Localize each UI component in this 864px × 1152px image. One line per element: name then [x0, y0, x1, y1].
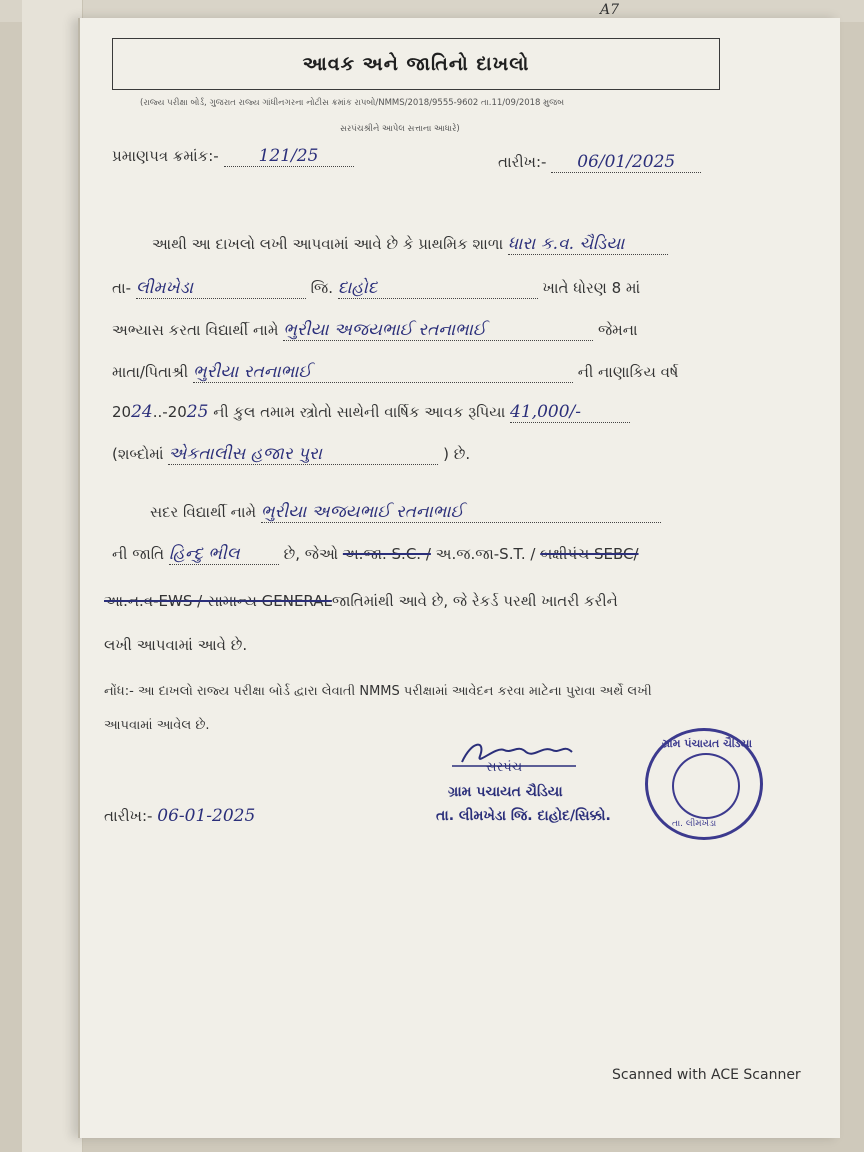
- income-amount: 41,000/-: [510, 402, 630, 423]
- school-name: ધારા ક.વ. ચૈડિયા: [508, 234, 668, 255]
- caste-value: હિન્દુ ભીલ: [169, 544, 279, 565]
- body-line-5: 2024..-2025 ની કુલ તમામ સ્ત્રોતો સાથેની વાર્ષિક આવક રૂપિયા 41,000/-: [112, 402, 630, 423]
- category-sc: અ.જા. S.C. /: [342, 545, 431, 563]
- year-end-handwritten: 25: [186, 402, 209, 422]
- year-start-prefix: 20: [112, 403, 132, 421]
- body-line-4: [112, 362, 678, 383]
- certificate-date-row: [498, 152, 701, 173]
- parent-name: ભુરીયા રતનાભાઈ: [193, 362, 573, 383]
- header-subline-2: સરપંચશ્રીને આપેલ સત્તાના આધારે): [340, 124, 460, 134]
- stamp-bottom-text: તા. લીમખેડા: [672, 819, 717, 829]
- student-name-2: ભુરીયા અજયભાઈ રતનાભાઈ: [261, 502, 661, 523]
- stamp-top-text: ગ્રામ પંચાયત ચૈડિયા: [662, 737, 753, 750]
- student-name: ભુરીયા અજયભાઈ રતનાભાઈ: [283, 320, 593, 341]
- taluka-value: લીમખેડા: [136, 278, 306, 299]
- parent-label: માતા/પિતાશ્રી: [112, 363, 189, 381]
- amount-in-words: એકતાલીસ હજાર પુરા: [168, 444, 438, 465]
- certificate-page: [78, 18, 840, 1138]
- body-line-9: [104, 592, 618, 610]
- category-ews-general: આ.ન.વ-EWS / સામાન્ય GENERAL: [104, 592, 332, 610]
- top-corner-mark: A7: [600, 2, 620, 18]
- caste-mid-text: છે, જેઓ: [283, 545, 339, 563]
- body-line-6: [112, 444, 470, 465]
- note-line-1: નોંધ:- આ દાખલો રાજ્ય પરીક્ષા બોર્ડ દ્વારા લેવાતી NMMS પરીક્ષામાં આવેદન કરવા માટેના પુરાવા અર્થે લખી: [104, 684, 652, 699]
- stamp-emblem-icon: [672, 753, 740, 819]
- whose-text: જેમના: [597, 321, 638, 339]
- year-end-prefix: 20: [167, 403, 187, 421]
- title-box: [112, 38, 720, 90]
- panchayat-stamp: [645, 728, 763, 840]
- body-line-1-text: આથી આ દાખલો લખી આપવામાં આવે છે કે પ્રાથમિક શાળા: [152, 235, 504, 253]
- certificate-date-label: તારીખ:-: [498, 153, 547, 171]
- body-line-7: [150, 502, 661, 523]
- financial-year-text: ની નાણાકિય વર્ષ: [577, 363, 679, 381]
- sarpanch-label: સરપંચ: [486, 760, 523, 775]
- underlying-page-edge: [22, 0, 83, 1152]
- note-line-2: આપવામાં આવેલ છે.: [104, 718, 210, 733]
- standard-text: ખાતે ધોરણ 8 માં: [542, 279, 641, 297]
- certificate-number-row: [112, 146, 354, 167]
- scanner-watermark: Scanned with ACE Scanner: [612, 1067, 801, 1083]
- footer-date-label: તારીખ:-: [104, 807, 153, 825]
- certificate-number-value: 121/25: [224, 146, 354, 167]
- category-sebc: બક્ષીપંચ SEBC/: [540, 545, 639, 563]
- header-subline-1: (રાજ્ય પરીક્ષા બોર્ડ, ગુજરાત રાજ્ય ગાંધીનગરના નોટીસ ક્રમાંક રાપબો/NMMS/2018/9555-9602 તા.11/09/2018 મુજબ: [140, 98, 565, 108]
- body-line-2: [112, 278, 640, 299]
- district-value: દાહોદ: [338, 278, 538, 299]
- year-start-handwritten: 24: [131, 402, 153, 422]
- body-line-3: [112, 320, 638, 341]
- body-line-8: [112, 544, 639, 565]
- student-label: અભ્યાસ કરતા વિદ્યાર્થી નામે: [112, 321, 279, 339]
- certificate-date-value: 06/01/2025: [551, 152, 701, 173]
- district-label: જિ.: [310, 279, 333, 297]
- document-title: આવક અને જાતિનો દાખલો: [302, 53, 530, 75]
- body-line-1: [152, 234, 668, 255]
- certificate-number-label: પ્રમાણપત્ર ક્રમાંક:-: [112, 147, 219, 165]
- footer-date-row: [104, 806, 255, 826]
- words-label: (શબ્દોમાં: [112, 445, 164, 463]
- words-suffix: ) છે.: [443, 445, 471, 463]
- category-st: અ.જ.જા-S.T. /: [435, 545, 536, 563]
- taluka-label: તા-: [112, 279, 132, 297]
- income-text: ની કુલ તમામ સ્ત્રોતો સાથેની વાર્ષિક આવક રૂપિયા: [213, 403, 506, 421]
- student-label-2: સદર વિદ્યાર્થી નામે: [150, 503, 257, 521]
- taluka-district-line: તા. લીમખેડા જિ. દાહોદ/સિક્કો.: [436, 808, 611, 824]
- gram-panchayat-name: ગ્રામ પચાયત ચૈડિયા: [448, 784, 563, 800]
- footer-date-value: 06-01-2025: [157, 806, 256, 826]
- caste-label: ની જાતિ: [112, 545, 165, 563]
- body-line-10: લખી આપવામાં આવે છે.: [104, 636, 248, 654]
- caste-record-text: જાતિમાંથી આવે છે, જે રેકર્ડ પરથી ખાતરી કરીને: [331, 592, 618, 610]
